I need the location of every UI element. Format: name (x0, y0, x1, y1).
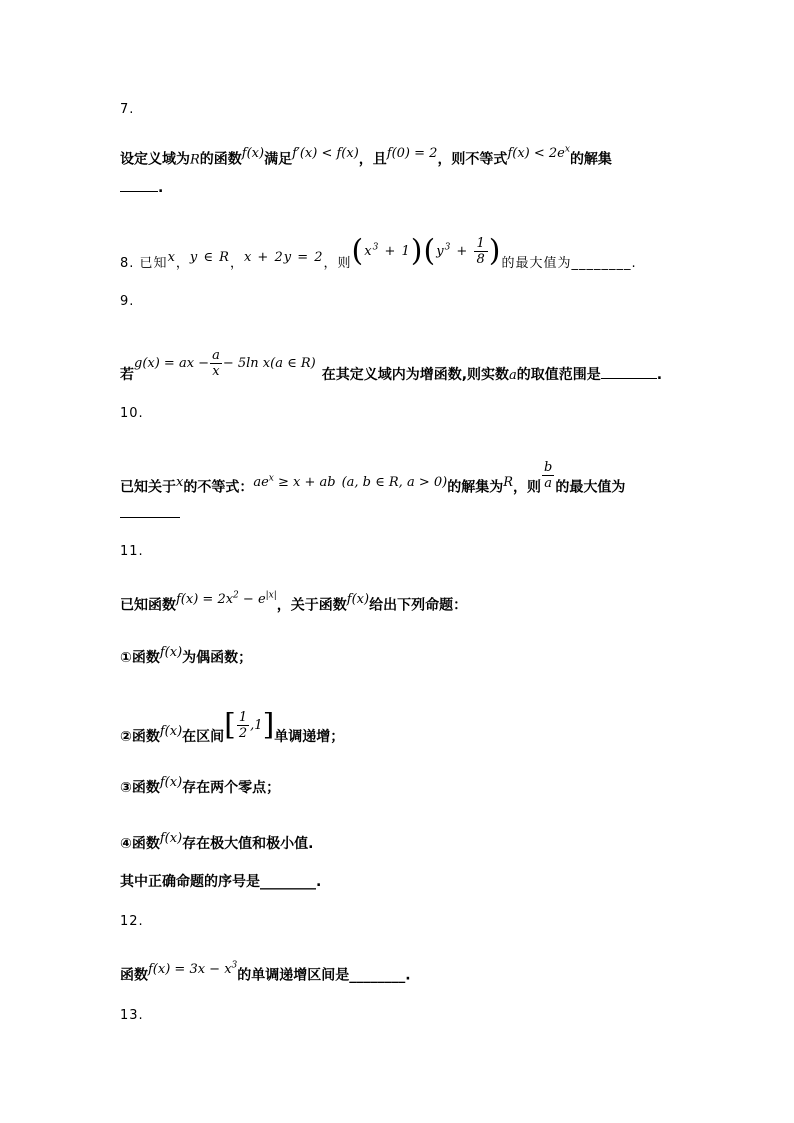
problem-11-item-4: ④函数f(x)存在极大值和极小值. (120, 831, 314, 852)
problem-7-number: 7. (120, 102, 135, 117)
problem-10-number: 10. (120, 406, 144, 421)
problem-7-line-1: 设定义域为R的函数f(x)满足f′(x) < f(x)，且f(0) = 2，则不等式$f(x) < 2e^x$的解集 (120, 145, 612, 168)
answer-blank[interactable] (120, 191, 158, 192)
problem-8: 8. 已知x，y ∈ R，x + 2y = 2，则$(x^3 + 1)(y^3$ + $\frac{1}{8}$ )的最大值为________. (120, 233, 637, 271)
problem-11-item-3: ③函数f(x)存在两个零点； (120, 775, 281, 796)
problem-11-item-2: ②函数f(x)在区间[ $\frac{1}{2}$ ,1]单调递增； (120, 707, 345, 745)
problem-12-number: 12. (120, 914, 144, 929)
problem-7-line-2: . (120, 178, 163, 198)
problem-11-conclusion: 其中正确命题的序号是________. (120, 874, 322, 890)
problem-11-intro: 已知函数$f(x) = 2x^2 - e^{|x|}$，关于函数f(x)给出下列命题： (120, 591, 468, 614)
problem-12-line: 函数$f(x) = 3x - x^3$的单调递增区间是________. (120, 961, 411, 984)
problem-9-line: 若g(x) = ax − $\frac{a}{x}$ − 5ln x(a ∈ R)在其定义域内为增函数,则实数a的取值范围是 . (120, 348, 663, 383)
answer-blank[interactable] (601, 378, 657, 379)
problem-9-number: 9. (120, 294, 135, 309)
problem-11-item-1: ①函数f(x)为偶函数； (120, 645, 253, 666)
problem-10-line-1: 已知关于x的不等式：$ae^x \ge x$ + ab (a, b ∈ R, a > 0)的解集为R，则 $\frac{b}{a}$ 的最大值为 (120, 460, 626, 496)
problem-13-number: 13. (120, 1008, 144, 1023)
problem-11-number: 11. (120, 544, 144, 559)
problem-10-line-2 (120, 504, 180, 524)
answer-blank[interactable] (120, 517, 180, 518)
